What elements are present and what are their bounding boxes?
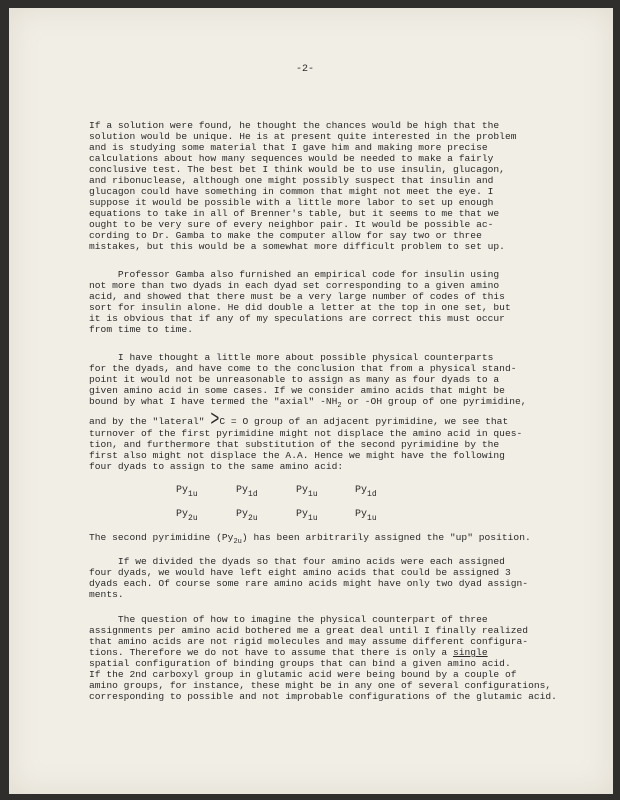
para1-line: and is studying some material that I gave him and making more precise <box>89 142 488 153</box>
second-pyrimidine-line: The second pyrimidine $(Py_{2u})$ has been arbitrarily assigned the "up" position. <box>89 532 531 546</box>
para3-line: four dyads to assign to the same amino acid: <box>89 461 344 472</box>
para1-line: equations to take in all of Brenner's table, but it seems to me that we <box>89 208 500 219</box>
para2-line: it is obvious that if any of my speculations are correct this must occur <box>89 313 505 324</box>
dyad-row1-col3: $Py_{1u}$ <box>296 485 318 499</box>
underlined-word: single <box>452 647 488 658</box>
dyad-row2-col1: $Py_{2u}$ <box>176 509 198 523</box>
para3-line: point it would not be unreasonable to assign as many as four dyads to a <box>89 374 500 385</box>
para3-line: I have thought a little more about possible physical counterparts <box>89 352 494 363</box>
para5-line: The question of how to imagine the physical counterpart of three <box>89 614 488 625</box>
para5-line: that amino acids are not rigid molecules and may assume different configura- <box>89 636 529 647</box>
dyad-row1-col1: $Py_{1u}$ <box>176 485 198 499</box>
dyad-row1-col2: $Py_{1d}$ <box>236 485 258 499</box>
para1-line: conclusive test. The best bet I think would be to use insulin, glucagon, <box>89 164 505 175</box>
para1-line: glucagon could have something in common that might not meet the eye. I <box>89 186 494 197</box>
para2-line: sort for insulin alone. He did double a letter at the top in one set, but <box>89 302 511 313</box>
para5-underline-line: tions. Therefore we do not have to assume that there is only a single <box>89 647 488 658</box>
para4-line: four dyads, we would have left eight amino acids that could be assigned 3 <box>89 567 511 578</box>
dyad-row2-col2: $Py_{2u}$ <box>236 509 258 523</box>
page-number: -2- <box>296 64 315 75</box>
para1-line: If a solution were found, he thought the chances would be high that the <box>89 120 500 131</box>
para1-line: suppose it would be possible with a little more labor to set up enough <box>89 197 494 208</box>
para4-line: If we divided the dyads so that four amino acids were each assigned <box>89 556 505 567</box>
para5-line: amino groups, for instance, these might be in any one of several configurations, <box>89 680 552 691</box>
para2-line: Professor Gamba also furnished an empirical code for insulin using <box>89 269 500 280</box>
para3-line: turnover of the first pyrimidine might not displace the amino acid in ques- <box>89 428 523 439</box>
para3-line: tion, and furthermore that substitution of the second pyrimidine by the <box>89 439 500 450</box>
para4-line: ments. <box>89 589 124 600</box>
para5-line: assignments per amino acid bothered me a great deal until I finally realized <box>89 625 529 636</box>
para3-formula-line: and by the "lateral" >C = O group of an adjacent pyrimidine, we see that <box>89 407 509 433</box>
para4-line: dyads each. Of course some rare amino acids might have only two dyad assign- <box>89 578 529 589</box>
para3-line: for the dyads, and have come to the conclusion that from a physical stand- <box>89 363 517 374</box>
para5-line: corresponding to possible and not improbable configurations of the glutamic acid. <box>89 691 557 702</box>
dyad-row1-col4: $Py_{1d}$ <box>355 485 377 499</box>
para1-line: mistakes, but this would be a somewhat more difficult problem to set up. <box>89 241 505 252</box>
para5-line: If the 2nd carboxyl group in glutamic acid were being bound by a couple of <box>89 669 517 680</box>
para1-line: ought to be very sure of every neighbor pair. It would be possible ac- <box>89 219 494 230</box>
para1-line: calculations about how many sequences would be needed to make a fairly <box>89 153 494 164</box>
bracket-symbol: > <box>210 407 220 433</box>
para1-line: solution would be unique. He is at present quite interested in the problem <box>89 131 517 142</box>
para1-line: and ribonuclease, although one might possibly suspect that insulin and <box>89 175 494 186</box>
dyad-row2-col3: $Py_{1u}$ <box>296 509 318 523</box>
dyad-row2-col4: $Py_{1u}$ <box>355 509 377 523</box>
para3-line: first also might not displace the A.A. Hence we might have the following <box>89 450 505 461</box>
para1-line: cording to Dr. Gamba to make the computer allow for say two or three <box>89 230 482 241</box>
para5-line: spatial configuration of binding groups that can bind a given amino acid. <box>89 658 511 669</box>
para3-formula-line: bound by what I have termed the "axial" $-NH_2$ or -OH group of one pyrimidine, <box>89 396 527 410</box>
para2-line: not more than two dyads in each dyad set corresponding to a given amino <box>89 280 500 291</box>
para3-line: given amino acid in some cases. If we consider amino acids that might be <box>89 385 505 396</box>
para2-line: from time to time. <box>89 324 193 335</box>
para2-line: acid, and showed that there must be a very large number of codes of this <box>89 291 505 302</box>
